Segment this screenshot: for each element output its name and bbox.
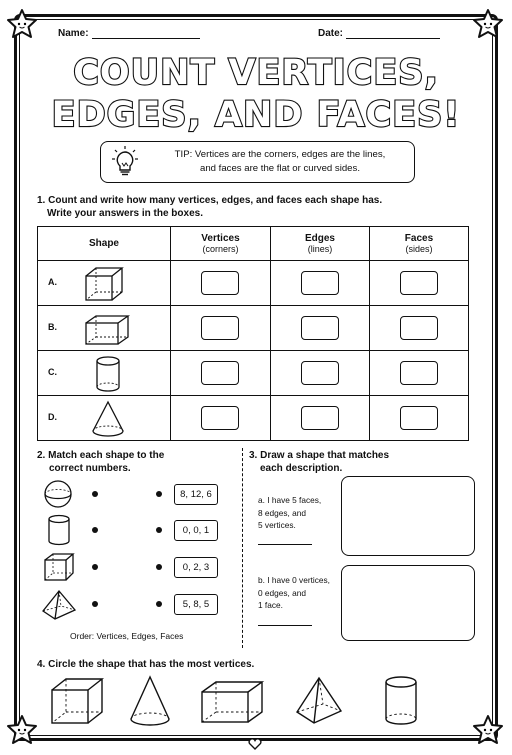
shape-cell <box>38 261 171 306</box>
match-dot[interactable] <box>92 527 98 533</box>
heart-icon <box>248 738 262 750</box>
cube-icon[interactable] <box>43 552 75 582</box>
cylinder-icon[interactable] <box>47 514 71 546</box>
question-text: each description. <box>260 463 343 474</box>
cone-icon[interactable] <box>128 675 172 727</box>
cube-icon <box>84 266 126 302</box>
answer-option-box[interactable]: 0, 2, 3 <box>174 557 218 578</box>
cylinder-icon <box>94 355 122 393</box>
table-row <box>38 306 469 351</box>
pyramid-icon[interactable] <box>41 589 77 621</box>
question-text: Write your answers in the boxes. <box>47 208 203 219</box>
cube-icon[interactable] <box>50 677 104 725</box>
faces-answer-cell[interactable] <box>369 306 468 351</box>
table-row <box>38 261 469 306</box>
match-dot[interactable] <box>156 527 162 533</box>
answer-box[interactable] <box>301 361 339 385</box>
sphere-icon[interactable] <box>43 479 73 509</box>
lightbulb-icon <box>110 145 140 179</box>
description-text: 1 face. <box>258 600 283 610</box>
star-icon <box>472 714 504 746</box>
question-2-prompt <box>37 449 164 475</box>
row-label: B. <box>48 322 57 332</box>
answer-box[interactable] <box>201 316 239 340</box>
column-header-faces: Faces (sides) <box>369 227 468 261</box>
tip-line: TIP: Vertices are the corners, edges are the lines, <box>174 149 386 160</box>
match-dot[interactable] <box>156 564 162 570</box>
column-header-edges: Edges (lines) <box>270 227 369 261</box>
answer-box[interactable] <box>301 316 339 340</box>
drawing-box-b[interactable] <box>341 565 475 641</box>
star-icon <box>6 8 38 40</box>
answer-box[interactable] <box>400 406 438 430</box>
cone-icon <box>90 400 126 438</box>
date-label: Date: <box>318 28 344 39</box>
cylinder-icon[interactable] <box>384 675 418 727</box>
faces-answer-cell[interactable] <box>369 261 468 306</box>
answer-box[interactable] <box>301 271 339 295</box>
answer-box[interactable] <box>201 361 239 385</box>
answer-box[interactable] <box>400 271 438 295</box>
column-header-shape: Shape <box>38 227 171 261</box>
answer-box[interactable] <box>201 406 239 430</box>
edges-answer-cell[interactable] <box>270 261 369 306</box>
row-label: D. <box>48 412 57 422</box>
table-header-row <box>38 227 469 261</box>
row-label: A. <box>48 277 57 287</box>
shape-cell <box>38 396 171 441</box>
table-row <box>38 396 469 441</box>
vertices-answer-cell[interactable] <box>171 351 271 396</box>
question-1-prompt <box>37 194 382 220</box>
question-3-prompt <box>249 449 389 475</box>
match-dot[interactable] <box>156 491 162 497</box>
edges-answer-cell[interactable] <box>270 306 369 351</box>
shape-table <box>37 226 469 441</box>
vertices-answer-cell[interactable] <box>171 396 271 441</box>
description-text: 8 edges, and <box>258 507 306 518</box>
description-text: b. I have 0 vertices, <box>258 575 330 585</box>
answer-box[interactable] <box>400 361 438 385</box>
description-a <box>258 494 321 532</box>
tip-box <box>100 141 415 183</box>
answer-option-box[interactable]: 8, 12, 6 <box>174 484 218 505</box>
name-field[interactable] <box>58 28 200 39</box>
tip-text <box>149 148 411 176</box>
pyramid-icon[interactable] <box>294 676 344 726</box>
edges-answer-cell[interactable] <box>270 351 369 396</box>
edges-answer-cell[interactable] <box>270 396 369 441</box>
match-dot[interactable] <box>156 601 162 607</box>
star-icon <box>472 8 504 40</box>
answer-option-box[interactable]: 5, 8, 5 <box>174 594 218 615</box>
question-text: 3. Draw a shape that matches <box>249 450 390 461</box>
answer-line[interactable] <box>258 625 312 626</box>
vertices-answer-cell[interactable] <box>171 261 271 306</box>
rectangular-prism-icon[interactable] <box>200 680 264 724</box>
description-text: a. I have 5 faces, <box>258 495 322 505</box>
section-divider <box>242 448 243 648</box>
page-title-line2: EDGES, AND FACES! <box>51 95 461 135</box>
answer-box[interactable] <box>201 271 239 295</box>
answer-option-box[interactable]: 0, 0, 1 <box>174 520 218 541</box>
description-b <box>258 574 330 612</box>
drawing-box-a[interactable] <box>341 476 475 556</box>
shape-cell <box>38 351 171 396</box>
page-title-line1: COUNT VERTICES, <box>73 53 439 93</box>
table-row <box>38 351 469 396</box>
date-field[interactable] <box>318 28 440 39</box>
tip-line: and faces are the flat or curved sides. <box>200 163 360 174</box>
question-text: correct numbers. <box>49 463 131 474</box>
column-header-vertices: Vertices (corners) <box>171 227 271 261</box>
order-note: Order: Vertices, Edges, Faces <box>70 631 184 641</box>
question-text: 2. Match each shape to the <box>37 450 165 461</box>
description-text: 0 edges, and <box>258 587 306 598</box>
row-label: C. <box>48 367 57 377</box>
answer-line[interactable] <box>258 544 312 545</box>
question-4-prompt: 4. Circle the shape that has the most vertices. <box>37 659 255 670</box>
name-label: Name: <box>58 28 89 39</box>
match-dot[interactable] <box>92 564 98 570</box>
shape-cell <box>38 306 171 351</box>
rectangular-prism-icon <box>84 314 130 346</box>
vertices-answer-cell[interactable] <box>171 306 271 351</box>
question-text: 1. Count and write how many vertices, edges, and faces each shape has. <box>37 195 383 206</box>
match-dot[interactable] <box>92 601 98 607</box>
answer-box[interactable] <box>301 406 339 430</box>
faces-answer-cell[interactable] <box>369 351 468 396</box>
star-icon <box>6 714 38 746</box>
description-text: 5 vertices. <box>258 520 296 530</box>
answer-box[interactable] <box>400 316 438 340</box>
faces-answer-cell[interactable] <box>369 396 468 441</box>
match-dot[interactable] <box>92 491 98 497</box>
